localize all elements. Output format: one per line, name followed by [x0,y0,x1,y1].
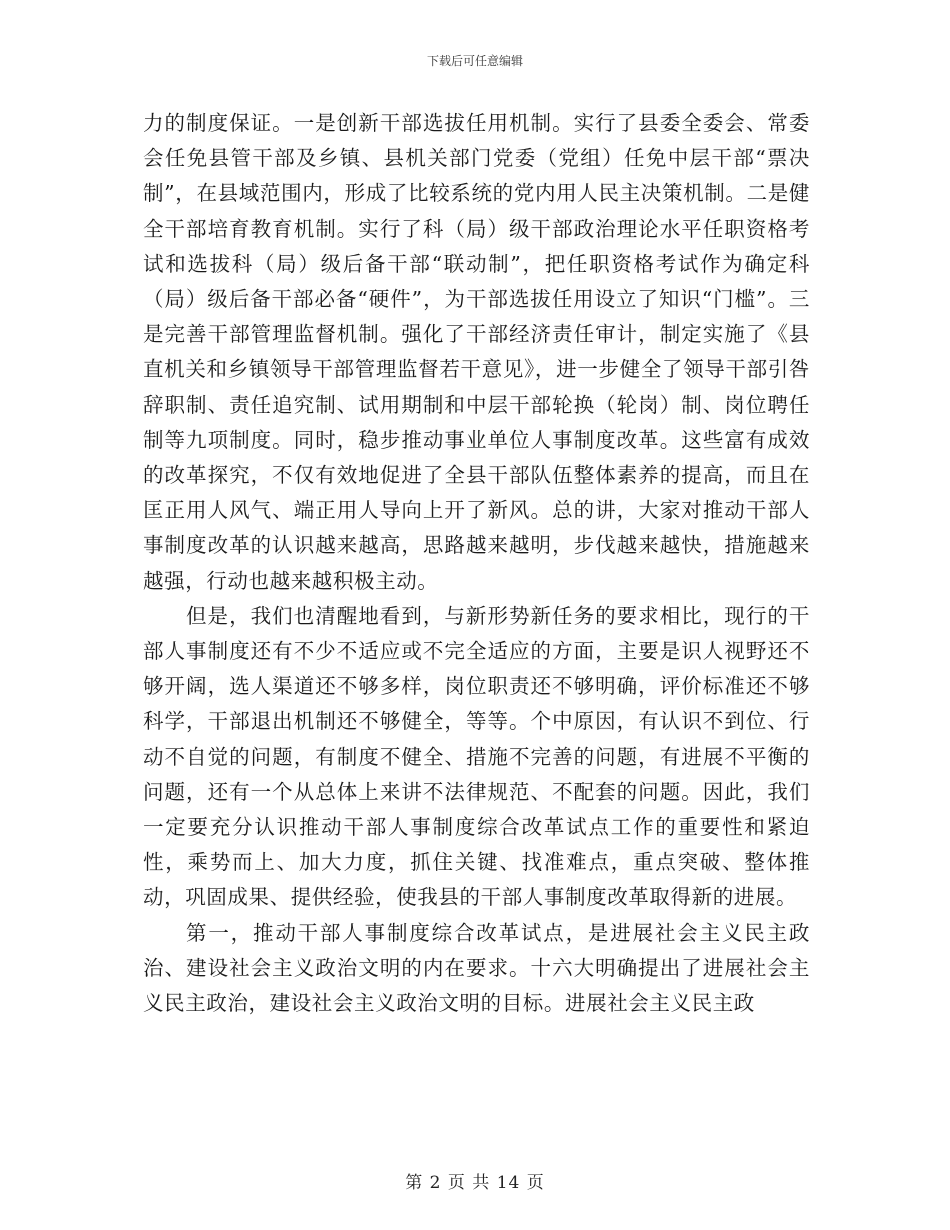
page-number-footer: 第 2 页 共 14 页 [405,1173,545,1193]
body-paragraph-1: 力的制度保证。一是创新干部选拔任用机制。实行了县委全委会、常委会任免县管干部及乡镇、县机关部门党委（党组）任免中层干部“票决制”，在县域范围内，形成了比较系统的党内用人民主决策机制。二是健全干部培育教育机制。实行了科（局）级干部政治理论水平任职资格考试和选拔科（局）级后备干部“联动制”，把任职资格考试作为确定科（局）级后备干部必备“硬件”，为干部选拔任用设立了知识“门槛”。三是完善干部管理监督机制。强化了干部经济责任审计，制定实施了《县直机关和乡镇领导干部管理监督若干意见》，进一步健全了领导干部引咎辞职制、责任追究制、试用期制和中层干部轮换（轮岗）制、岗位聘任制等九项制度。同时，稳步推动事业单位人事制度改革。这些富有成效的改革探究，不仅有效地促进了全县干部队伍整体素养的提高，而且在匡正用人风气、端正用人导向上开了新风。总的讲，大家对推动干部人事制度改革的认识越来越高，思路越来越明，步伐越来越快，措施越来越强，行动也越来越积极主动。 [143,111,810,593]
body-paragraph-3: 第一，推动干部人事制度综合改革试点，是进展社会主义民主政治、建设社会主义政治文明的内在要求。十六大明确提出了进展社会主义民主政治，建设社会主义政治文明的目标。进展社会主义民主政 [143,920,810,1016]
page-header: 下载后可任意编辑 [426,54,523,68]
document-body [143,106,810,1021]
body-paragraph-2: 但是，我们也清醒地看到，与新形势新任务的要求相比，现行的干部人事制度还有不少不适应或不完全适应的方面，主要是识人视野还不够开阔，选人渠道还不够多样，岗位职责还不够明确，评价标准还不够科学，干部退出机制还不够健全，等等。个中原因，有认识不到位、行动不自觉的问题，有制度不健全、措施不完善的问题，有进展不平衡的问题，还有一个从总体上来讲不法律规范、不配套的问题。因此，我们一定要充分认识推动干部人事制度综合改革试点工作的重要性和紧迫性，乘势而上、加大力度，抓住关键、找准难点，重点突破、整体推动，巩固成果、提供经验，使我县的干部人事制度改革取得新的进展。 [143,603,810,910]
